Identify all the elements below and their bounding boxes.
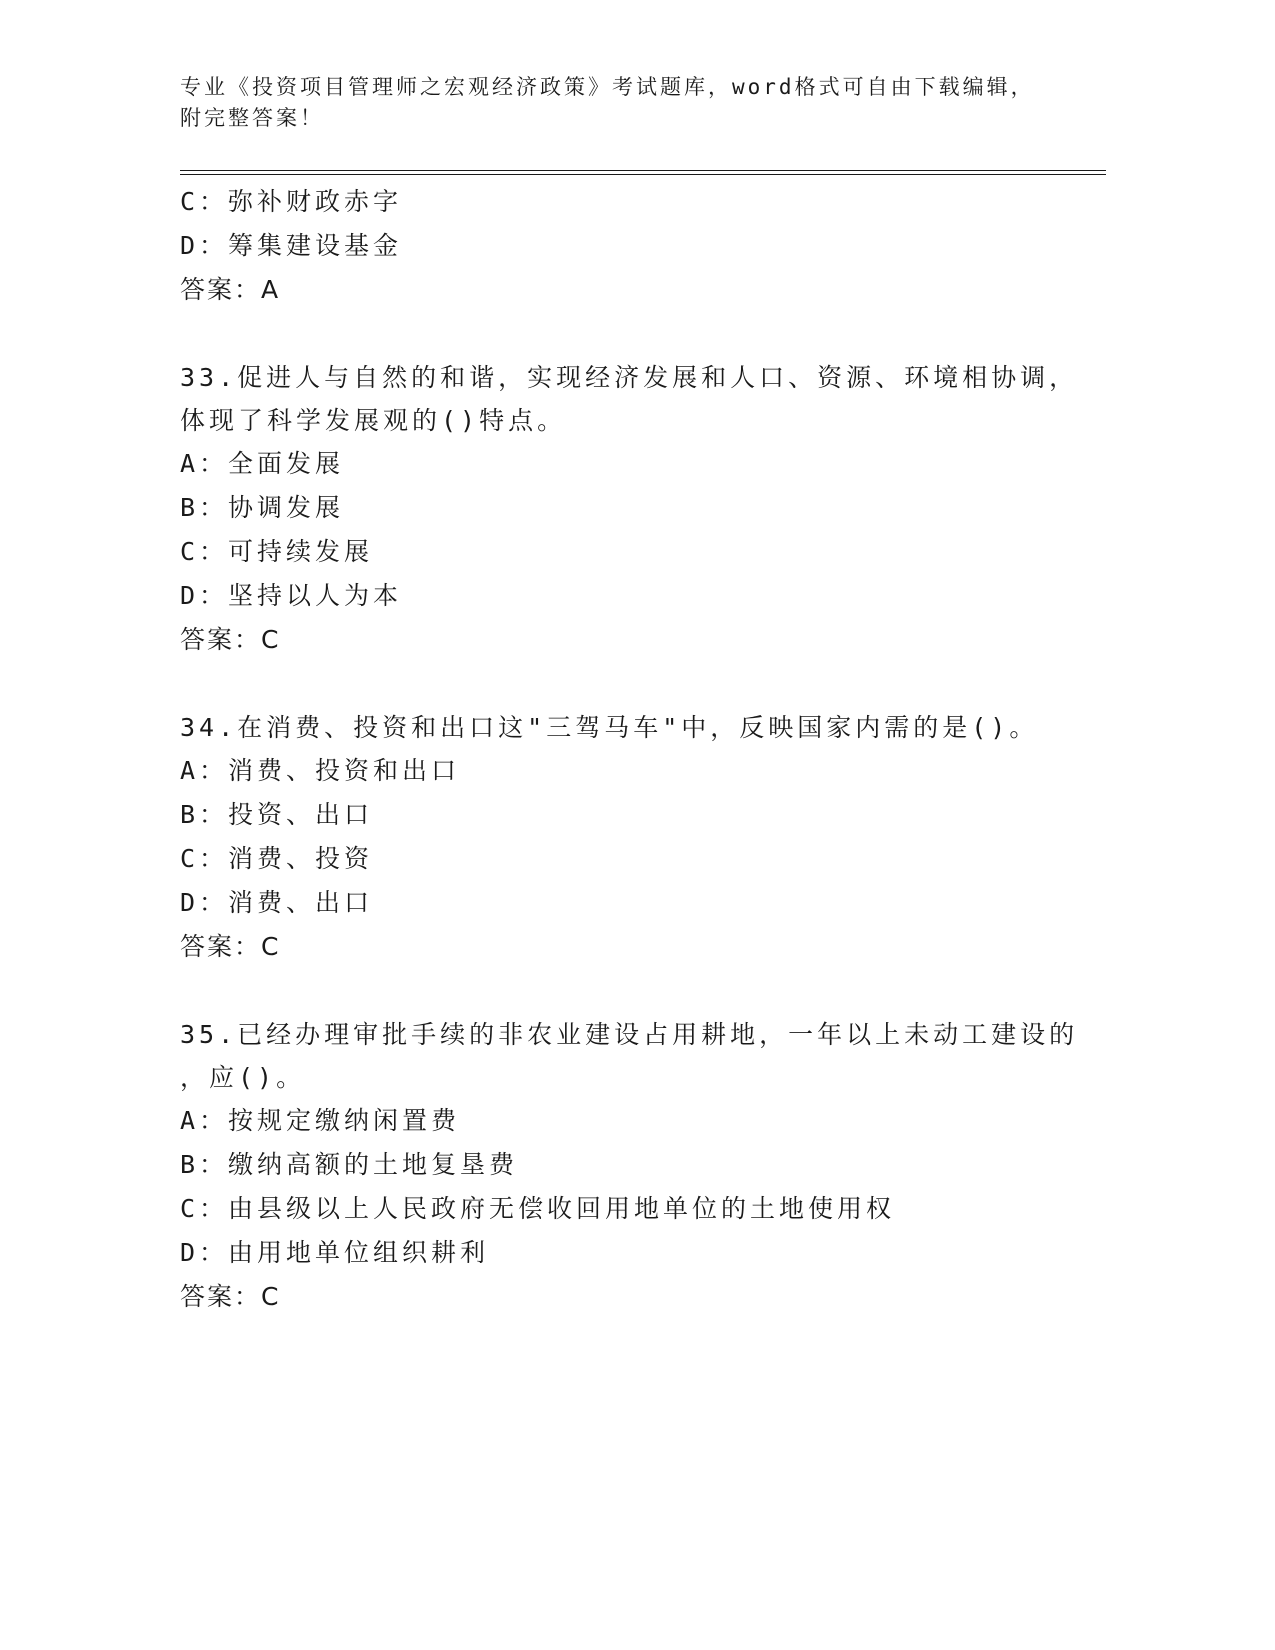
option-b: B：协调发展 [180, 493, 345, 522]
header-divider-bottom [180, 174, 1106, 175]
question-stem: 34.在消费、投资和出口这"三驾马车"中，反映国家内需的是()。 [180, 713, 1039, 742]
document-header [180, 72, 1080, 134]
option-a: A：按规定缴纳闲置费 [180, 1106, 461, 1135]
header-divider-top [180, 170, 1106, 171]
spacer [180, 666, 1110, 710]
spacer [180, 316, 1110, 360]
option-c: C：弥补财政赤字 [180, 187, 403, 216]
question-stem-continued: 体现了科学发展观的()特点。 [180, 406, 567, 435]
header-line-1: 专业《投资项目管理师之宏观经济政策》考试题库，word格式可自由下载编辑， [180, 75, 1035, 99]
question-block-35 [180, 1017, 1110, 1323]
header-line-2: 附完整答案！ [180, 106, 324, 130]
option-c: C：消费、投资 [180, 844, 374, 873]
answer-line: 答案：C [180, 1282, 281, 1311]
option-a: A：全面发展 [180, 449, 345, 478]
option-a: A：消费、投资和出口 [180, 756, 461, 785]
answer-line: 答案：C [180, 625, 281, 654]
question-block-32-partial [180, 184, 1110, 316]
option-c: C：可持续发展 [180, 537, 374, 566]
answer-line: 答案：A [180, 275, 281, 304]
option-d: D：由用地单位组织耕利 [180, 1238, 490, 1267]
option-b: B：缴纳高额的土地复垦费 [180, 1150, 519, 1179]
option-d: D：筹集建设基金 [180, 231, 403, 260]
question-stem: 33.促进人与自然的和谐，实现经济发展和人口、资源、环境相协调， [180, 363, 1079, 392]
spacer [180, 973, 1110, 1017]
option-c: C：由县级以上人民政府无偿收回用地单位的土地使用权 [180, 1194, 896, 1223]
question-block-33 [180, 360, 1110, 666]
option-b: B：投资、出口 [180, 800, 374, 829]
question-list [180, 184, 1110, 1323]
option-d: D：坚持以人为本 [180, 581, 403, 610]
answer-line: 答案：C [180, 932, 281, 961]
question-block-34 [180, 710, 1110, 973]
question-stem-continued: ，应()。 [180, 1063, 306, 1092]
question-stem: 35.已经办理审批手续的非农业建设占用耕地，一年以上未动工建设的 [180, 1020, 1079, 1049]
option-d: D：消费、出口 [180, 888, 374, 917]
